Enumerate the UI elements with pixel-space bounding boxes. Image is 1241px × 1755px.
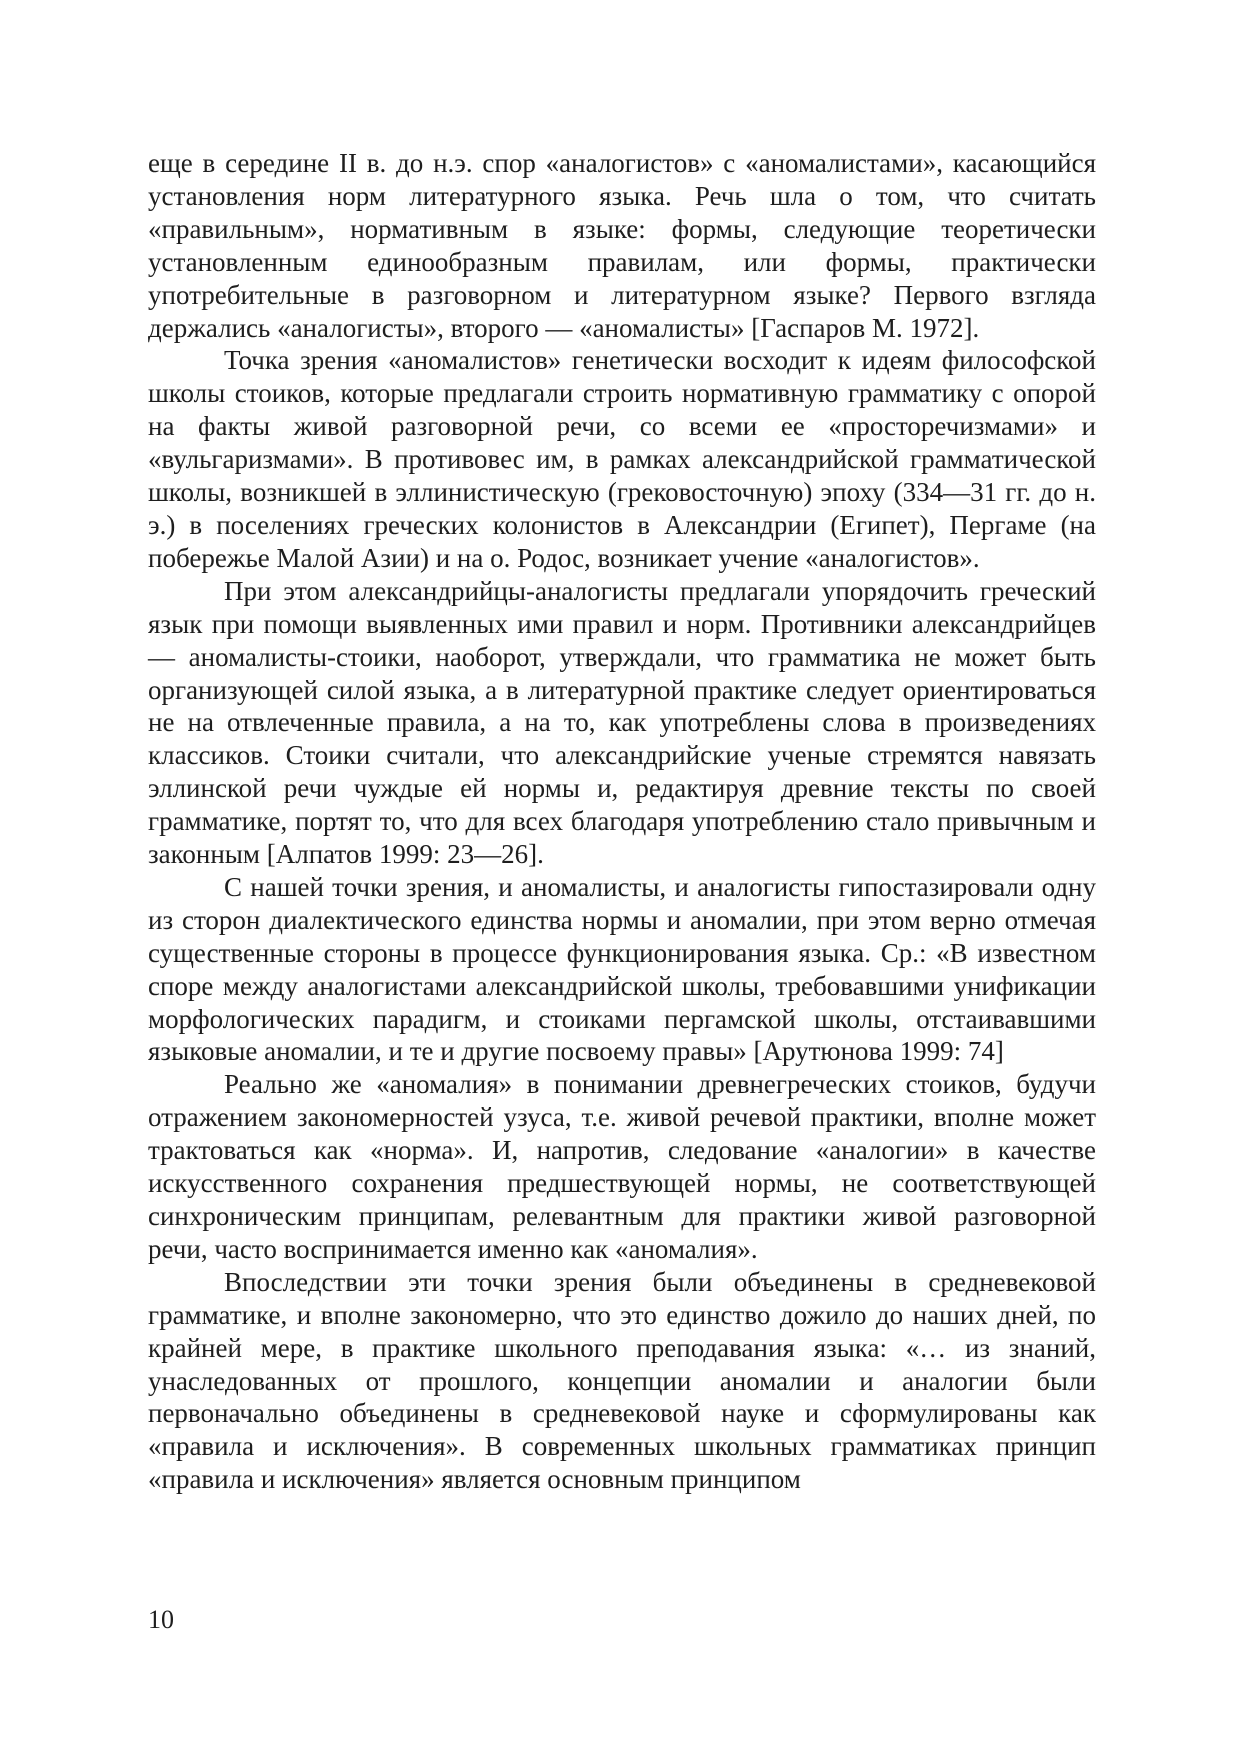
paragraph-authors-view: С нашей точки зрения, и аномалисты, и аналогисты гипостазировали одну из сторон диалектического единства нормы и аномалии, при этом верно отмечая существенные стороны в процессе функционирования языка. Ср.: «В известном споре между аналогистами александрийской школы, требовавшими унификации морфологических парадигм, и стоиками пергамской школы, отстаивавшими языковые аномалии, и те и другие посвоему правы» [Арутюнова 1999: 74] bbox=[148, 871, 1096, 1067]
paragraph-alexandrians: При этом александрийцы-аналогисты предлагали упорядочить греческий язык при помощи выявленных ими правил и норм. Противники александрийцев — аномалисты-стоики, наоборот, утверждали, что грамматика не может быть организующей силой языка, а в литературной практике следует ориентироваться не на отвлеченные правила, а на то, как употреблены слова в произведениях классиков. Стоики считали, что александрийские ученые стремятся навязать эллинской речи чуждые ей нормы и, редактируя древние тексты по своей грамматике, портят то, что для всех благодаря употреблению стало привычным и законным [Алпатов 1999: 23—26]. bbox=[148, 575, 1096, 870]
body-text bbox=[148, 147, 1096, 1496]
paragraph-medieval-grammar: Впоследствии эти точки зрения были объединены в средневековой грамматике, и вполне закономерно, что это единство дожило до наших дней, по крайней мере, в практике школьного преподавания языка: «… из знаний, унаследованных от прошлого, концепции аномалии и аналогии были первоначально объединены в средневековой науке и сформулированы как «правила и исключения». В современных школьных грамматиках принцип «правила и исключения» является основным принципом bbox=[148, 1266, 1096, 1495]
paragraph-stoics-view: Точка зрения «аномалистов» генетически восходит к идеям философской школы стоиков, которые предлагали строить нормативную грамматику с опорой на факты живой разговорной речи, со всеми ее «просторечизмами» и «вульгаризмами». В противовес им, в рамках александрийской грамматической школы, возникшей в эллинистическую (грековосточную) эпоху (334—31 гг. до н. э.) в поселениях греческих колонистов в Александрии (Египет), Пергаме (на побережье Малой Азии) и на о. Родос, возникает учение «аналогистов». bbox=[148, 345, 1096, 573]
paragraph-continuation: еще в середине II в. до н.э. спор «аналогистов» с «аномалистами», касающийся установления норм литературного языка. Речь шла о том, что считать «правильным», нормативным в языке: формы, следующие теоретически установленным единообразным правилам, или формы, практически употребительные в разговорном и литературном языке? Первого взгляда держались «аналогисты», второго — «аномалисты» [Гаспаров М. 1972]. bbox=[148, 148, 1096, 343]
page-number: 10 bbox=[148, 1605, 174, 1634]
paragraph-anomaly-as-norm: Реально же «аномалия» в понимании древнегреческих стоиков, будучи отражением закономерностей узуса, т.е. живой речевой практики, вполне может трактоваться как «норма». И, напротив, следование «аналогии» в качестве искусственного сохранения предшествующей нормы, не соответствующей синхроническим принципам, релевантным для практики живой разговорной речи, часто воспринимается именно как «аномалия». bbox=[148, 1069, 1096, 1264]
